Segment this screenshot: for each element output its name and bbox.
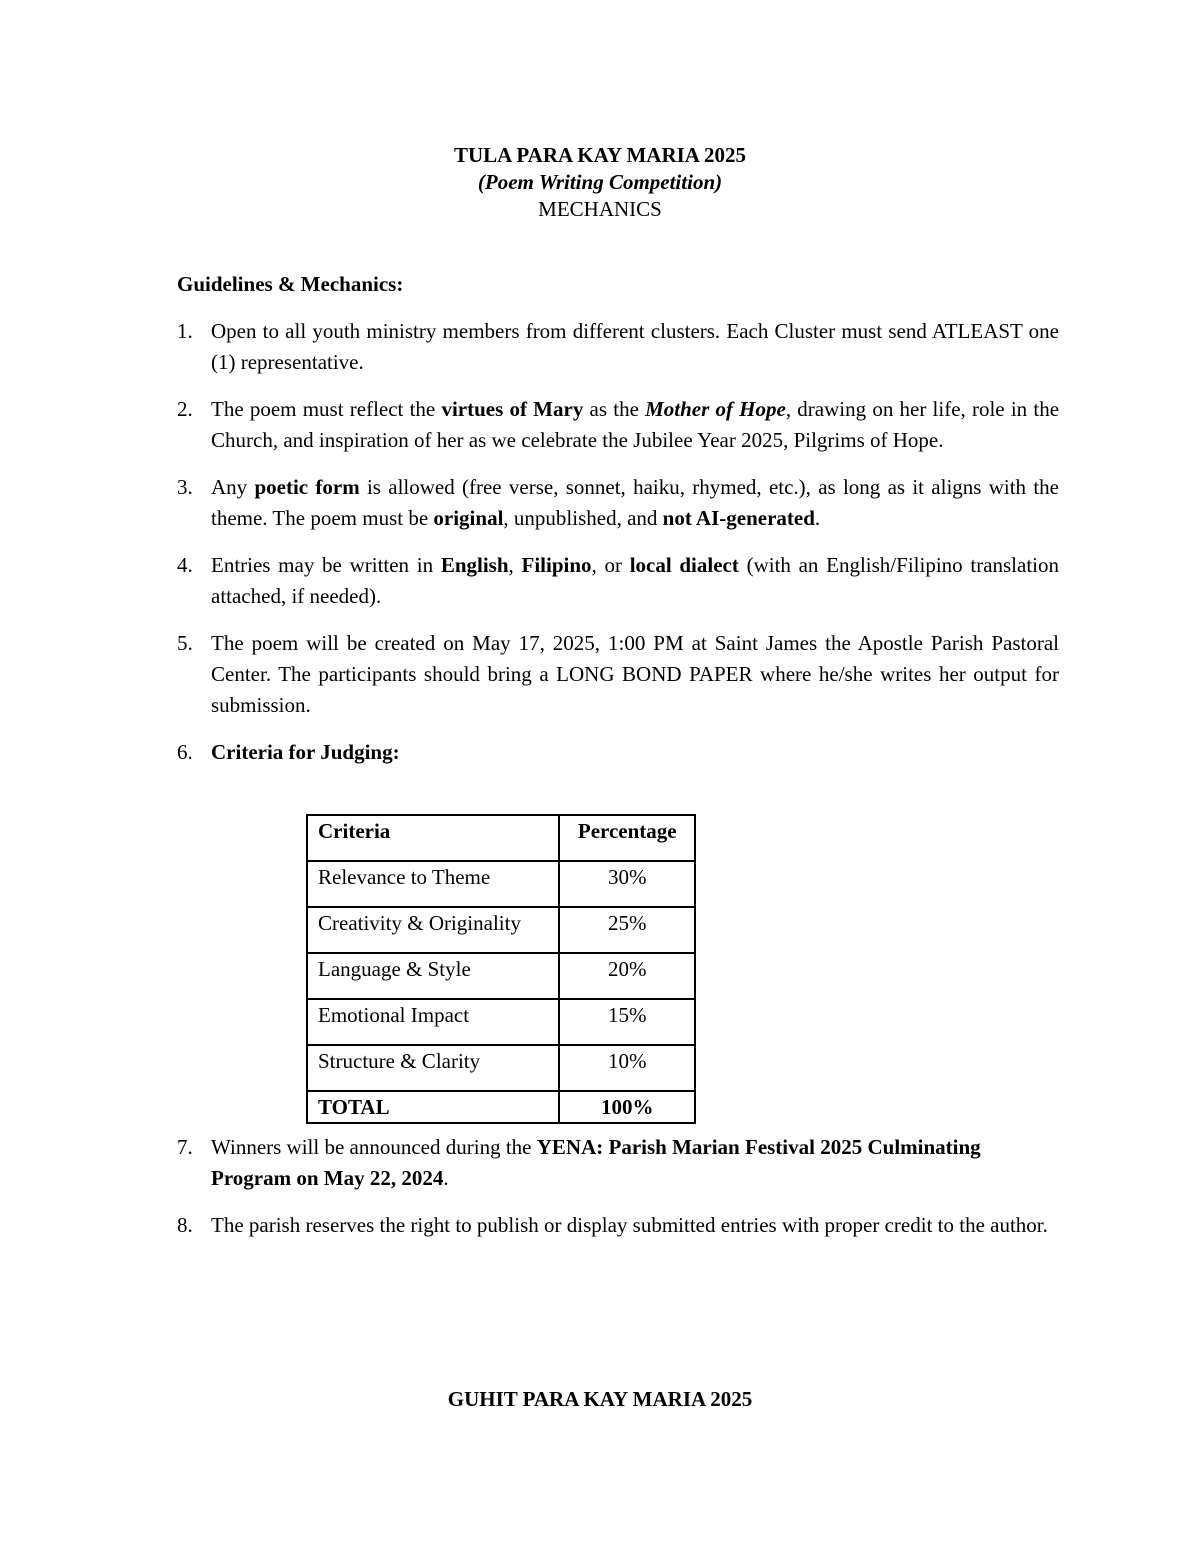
item-text: The poem will be created on May 17, 2025, 1:00 PM at Saint James the Apostle Parish Pastoral Center. The participants should bring a LONG BOND PAPER where he/she writes her output for submission. xyxy=(211,631,1059,717)
emphasis-text: original xyxy=(433,506,504,530)
percentage-cell: 15% xyxy=(559,999,695,1045)
item-number: 8. xyxy=(177,1213,193,1237)
total-label: TOTAL xyxy=(307,1091,559,1123)
percentage-cell: 10% xyxy=(559,1045,695,1091)
item-number: 1. xyxy=(177,319,193,343)
next-section-title: GUHIT PARA KAY MARIA 2025 xyxy=(447,1387,753,1411)
item-text: The parish reserves the right to publish or display submitted entries with proper credit to the author. xyxy=(211,1213,1048,1237)
item-number: 3. xyxy=(177,475,193,499)
list-item xyxy=(177,550,1059,612)
criteria-cell: Emotional Impact xyxy=(307,999,559,1045)
column-header-percentage: Percentage xyxy=(559,815,695,861)
column-header-criteria: Criteria xyxy=(307,815,559,861)
item-number: 2. xyxy=(177,397,193,421)
item-number: 6. xyxy=(177,740,193,764)
total-value: 100% xyxy=(559,1091,695,1123)
list-item xyxy=(177,394,1059,456)
criteria-table xyxy=(306,814,696,1124)
list-item xyxy=(177,1132,1059,1194)
emphasis-text: not AI-generated xyxy=(662,506,815,530)
table-total-row xyxy=(307,1091,695,1123)
criteria-cell: Language & Style xyxy=(307,953,559,999)
percentage-cell: 30% xyxy=(559,861,695,907)
table-header-row xyxy=(307,815,695,861)
criteria-cell: Structure & Clarity xyxy=(307,1045,559,1091)
emphasis-text: English xyxy=(440,553,509,577)
table-row xyxy=(307,1045,695,1091)
document-title: TULA PARA KAY MARIA 2025 xyxy=(453,143,747,167)
list-item xyxy=(177,1210,1059,1241)
table-row xyxy=(307,999,695,1045)
item-text: Any poetic form is allowed (free verse, sonnet, haiku, rhymed, etc.), as long as it aligns with the theme. The poem must be original, unpublished, and not AI-generated. xyxy=(211,475,1059,530)
table-row xyxy=(307,907,695,953)
emphasis-text: local dialect xyxy=(629,553,739,577)
item-text: Open to all youth ministry members from different clusters. Each Cluster must send ATLEAST one (1) representative. xyxy=(211,319,1059,374)
emphasis-text: poetic form xyxy=(254,475,360,499)
item-text: The poem must reflect the virtues of Mary as the Mother of Hope, drawing on her life, role in the Church, and inspiration of her as we celebrate the Jubilee Year 2025, Pilgrims of Hope. xyxy=(211,397,1060,452)
criteria-heading: Criteria for Judging: xyxy=(211,740,400,764)
list-item xyxy=(177,737,1059,768)
emphasis-text: virtues of Mary xyxy=(441,397,584,421)
item-number: 5. xyxy=(177,631,193,655)
item-number: 7. xyxy=(177,1135,193,1159)
list-item xyxy=(177,472,1059,534)
document-subtitle: (Poem Writing Competition) xyxy=(477,170,723,194)
document-header xyxy=(0,142,1200,223)
criteria-cell: Relevance to Theme xyxy=(307,861,559,907)
item-number: 4. xyxy=(177,553,193,577)
criteria-cell: Creativity & Originality xyxy=(307,907,559,953)
list-item xyxy=(177,628,1059,721)
guidelines-heading: Guidelines & Mechanics: xyxy=(177,272,404,296)
emphasis-text: YENA: Parish Marian Festival 2025 Culminating Program on May 22, 2024 xyxy=(211,1135,981,1190)
table-row xyxy=(307,953,695,999)
guidelines-list xyxy=(177,316,1059,784)
emphasis-text: Filipino xyxy=(521,553,592,577)
item-text: Winners will be announced during the YENA: Parish Marian Festival 2025 Culminating Program on May 22, 2024. xyxy=(211,1135,981,1190)
guidelines-list-continued xyxy=(177,1132,1059,1257)
percentage-cell: 25% xyxy=(559,907,695,953)
emphasis-text: Mother of Hope xyxy=(645,397,786,421)
table-row xyxy=(307,861,695,907)
item-text: Entries may be written in English, Filipino, or local dialect (with an English/Filipino translation attached, if needed). xyxy=(211,553,1060,608)
section-label: MECHANICS xyxy=(538,197,662,221)
percentage-cell: 20% xyxy=(559,953,695,999)
list-item xyxy=(177,316,1059,378)
